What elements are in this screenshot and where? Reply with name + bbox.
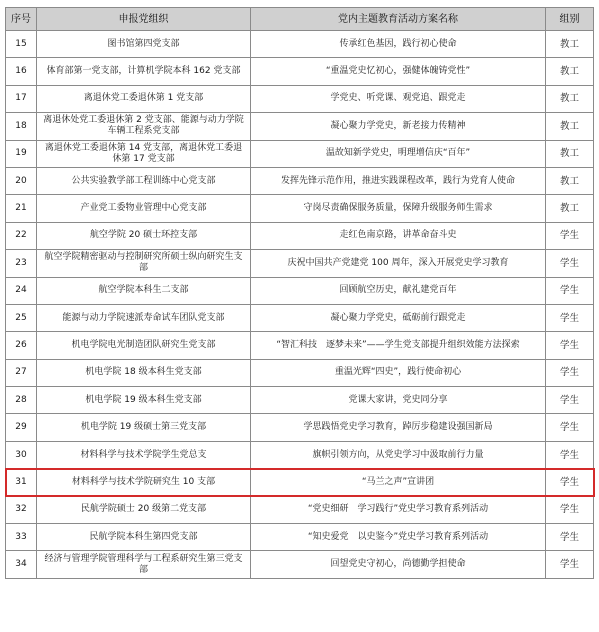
- cell-org: 航空学院本科生二支部: [37, 277, 251, 304]
- cell-group: 学生: [546, 250, 594, 277]
- cell-org: 材料科学与技术学院研究生 10 支部: [37, 469, 251, 496]
- cell-plan: 凝心聚力学党史，新老接力传精神: [251, 113, 546, 140]
- cell-group: 学生: [546, 222, 594, 249]
- cell-no: 22: [6, 222, 37, 249]
- cell-group: 教工: [546, 140, 594, 167]
- cell-no: 21: [6, 195, 37, 222]
- table-row: [6, 441, 594, 468]
- cell-plan: 守岗尽责确保服务质量，保障升级服务师生需求: [251, 195, 546, 222]
- cell-org: 航空学院 20 硕士环控支部: [37, 222, 251, 249]
- cell-group: 学生: [546, 332, 594, 359]
- cell-plan: “智汇科技 逐梦未来”——学生党支部提升组织效能方法探索: [251, 332, 546, 359]
- cell-plan: 走红色南京路，讲革命奋斗史: [251, 222, 546, 249]
- cell-group: 学生: [546, 387, 594, 414]
- cell-plan: 学党史、听党课、观党追、跟党走: [251, 85, 546, 112]
- cell-plan: 发挥先锋示范作用，推进实践课程改革，践行为党育人使命: [251, 167, 546, 194]
- cell-no: 31: [6, 469, 37, 496]
- cell-group: 学生: [546, 414, 594, 441]
- cell-org: 公共实验教学部工程训练中心党支部: [37, 167, 251, 194]
- cell-plan: 学思践悟党史学习教育，踔厉步稳建设强国新局: [251, 414, 546, 441]
- cell-plan: 凝心聚力学党史，砥砺前行跟党走: [251, 304, 546, 331]
- header-org: 申报党组织: [37, 8, 251, 31]
- header-plan: 党内主题教育活动方案名称: [251, 8, 546, 31]
- cell-no: 24: [6, 277, 37, 304]
- table-row: [6, 551, 594, 578]
- cell-plan: 回望党史守初心，尚德勤学担使命: [251, 551, 546, 578]
- table-row: [6, 387, 594, 414]
- cell-plan: “重温党史忆初心，强健体魄铸党性”: [251, 58, 546, 85]
- cell-group: 教工: [546, 58, 594, 85]
- cell-group: 教工: [546, 85, 594, 112]
- cell-no: 25: [6, 304, 37, 331]
- table-row: [6, 469, 594, 496]
- table-body: [6, 31, 594, 579]
- cell-org: 图书馆第四党支部: [37, 31, 251, 58]
- cell-no: 33: [6, 524, 37, 551]
- cell-plan: “知史爱党 以史鉴今”党史学习教育系列活动: [251, 524, 546, 551]
- cell-group: 教工: [546, 167, 594, 194]
- cell-group: 教工: [546, 113, 594, 140]
- cell-no: 27: [6, 359, 37, 386]
- cell-org: 体育部第一党支部，计算机学院本科 162 党支部: [37, 58, 251, 85]
- cell-org: 机电学院 19 级本科生党支部: [37, 387, 251, 414]
- cell-org: 经济与管理学院管理科学与工程系研究生第三党支部: [37, 551, 251, 578]
- cell-plan: 传承红色基因，践行初心使命: [251, 31, 546, 58]
- cell-group: 教工: [546, 31, 594, 58]
- cell-org: 产业党工委物业管理中心党支部: [37, 195, 251, 222]
- cell-group: 学生: [546, 469, 594, 496]
- activity-table: [5, 7, 594, 579]
- cell-group: 学生: [546, 359, 594, 386]
- cell-org: 航空学院精密驱动与控制研究所硕士纵向研究生支部: [37, 250, 251, 277]
- table-header-row: [6, 8, 594, 31]
- cell-group: 学生: [546, 441, 594, 468]
- cell-org: 民航学院硕士 20 级第二党支部: [37, 496, 251, 523]
- table-row: [6, 304, 594, 331]
- cell-org: 机电学院电光制造团队研究生党支部: [37, 332, 251, 359]
- cell-no: 15: [6, 31, 37, 58]
- cell-no: 18: [6, 113, 37, 140]
- cell-org: 机电学院 18 级本科生党支部: [37, 359, 251, 386]
- table-row: [6, 277, 594, 304]
- cell-org: 材料科学与技术学院学生党总支: [37, 441, 251, 468]
- cell-no: 19: [6, 140, 37, 167]
- cell-no: 16: [6, 58, 37, 85]
- cell-plan: 回顾航空历史，献礼建党百年: [251, 277, 546, 304]
- header-no: 序号: [6, 8, 37, 31]
- cell-plan: 旗帜引领方向，从党史学习中汲取前行力量: [251, 441, 546, 468]
- table-row: [6, 359, 594, 386]
- table-row: [6, 524, 594, 551]
- cell-group: 学生: [546, 304, 594, 331]
- header-group: 组别: [546, 8, 594, 31]
- table-row: [6, 195, 594, 222]
- table-row: [6, 332, 594, 359]
- table-row: [6, 222, 594, 249]
- cell-plan: 重温光辉“四史”，践行使命初心: [251, 359, 546, 386]
- table-row: [6, 167, 594, 194]
- cell-no: 20: [6, 167, 37, 194]
- cell-org: 离退休党工委退休第 14 党支部，离退休党工委退休第 17 党支部: [37, 140, 251, 167]
- cell-org: 离退休党工委退休第 1 党支部: [37, 85, 251, 112]
- cell-plan: 党课大家讲，党史同分享: [251, 387, 546, 414]
- table-row: [6, 496, 594, 523]
- cell-no: 32: [6, 496, 37, 523]
- cell-no: 26: [6, 332, 37, 359]
- table-row: [6, 414, 594, 441]
- cell-plan: 庆祝中国共产党建党 100 周年，深入开展党史学习教育: [251, 250, 546, 277]
- table-row: [6, 58, 594, 85]
- cell-group: 学生: [546, 496, 594, 523]
- cell-org: 离退休处党工委退休第 2 党支部、能源与动力学院车辆工程系党支部: [37, 113, 251, 140]
- cell-org: 民航学院本科生第四党支部: [37, 524, 251, 551]
- cell-group: 学生: [546, 551, 594, 578]
- cell-org: 能源与动力学院速派寿命试车团队党支部: [37, 304, 251, 331]
- cell-group: 教工: [546, 195, 594, 222]
- cell-no: 34: [6, 551, 37, 578]
- cell-plan: “党史细研 学习践行”党史学习教育系列活动: [251, 496, 546, 523]
- cell-plan: 温故知新学党史，明理增信庆“百年”: [251, 140, 546, 167]
- table-row: [6, 31, 594, 58]
- cell-no: 28: [6, 387, 37, 414]
- cell-no: 29: [6, 414, 37, 441]
- table-row: [6, 250, 594, 277]
- table-row: [6, 140, 594, 167]
- table-row: [6, 85, 594, 112]
- cell-org: 机电学院 19 级硕士第三党支部: [37, 414, 251, 441]
- cell-plan: “马兰之声”宣讲团: [251, 469, 546, 496]
- cell-group: 学生: [546, 524, 594, 551]
- cell-no: 30: [6, 441, 37, 468]
- cell-group: 学生: [546, 277, 594, 304]
- cell-no: 17: [6, 85, 37, 112]
- cell-no: 23: [6, 250, 37, 277]
- table-row: [6, 113, 594, 140]
